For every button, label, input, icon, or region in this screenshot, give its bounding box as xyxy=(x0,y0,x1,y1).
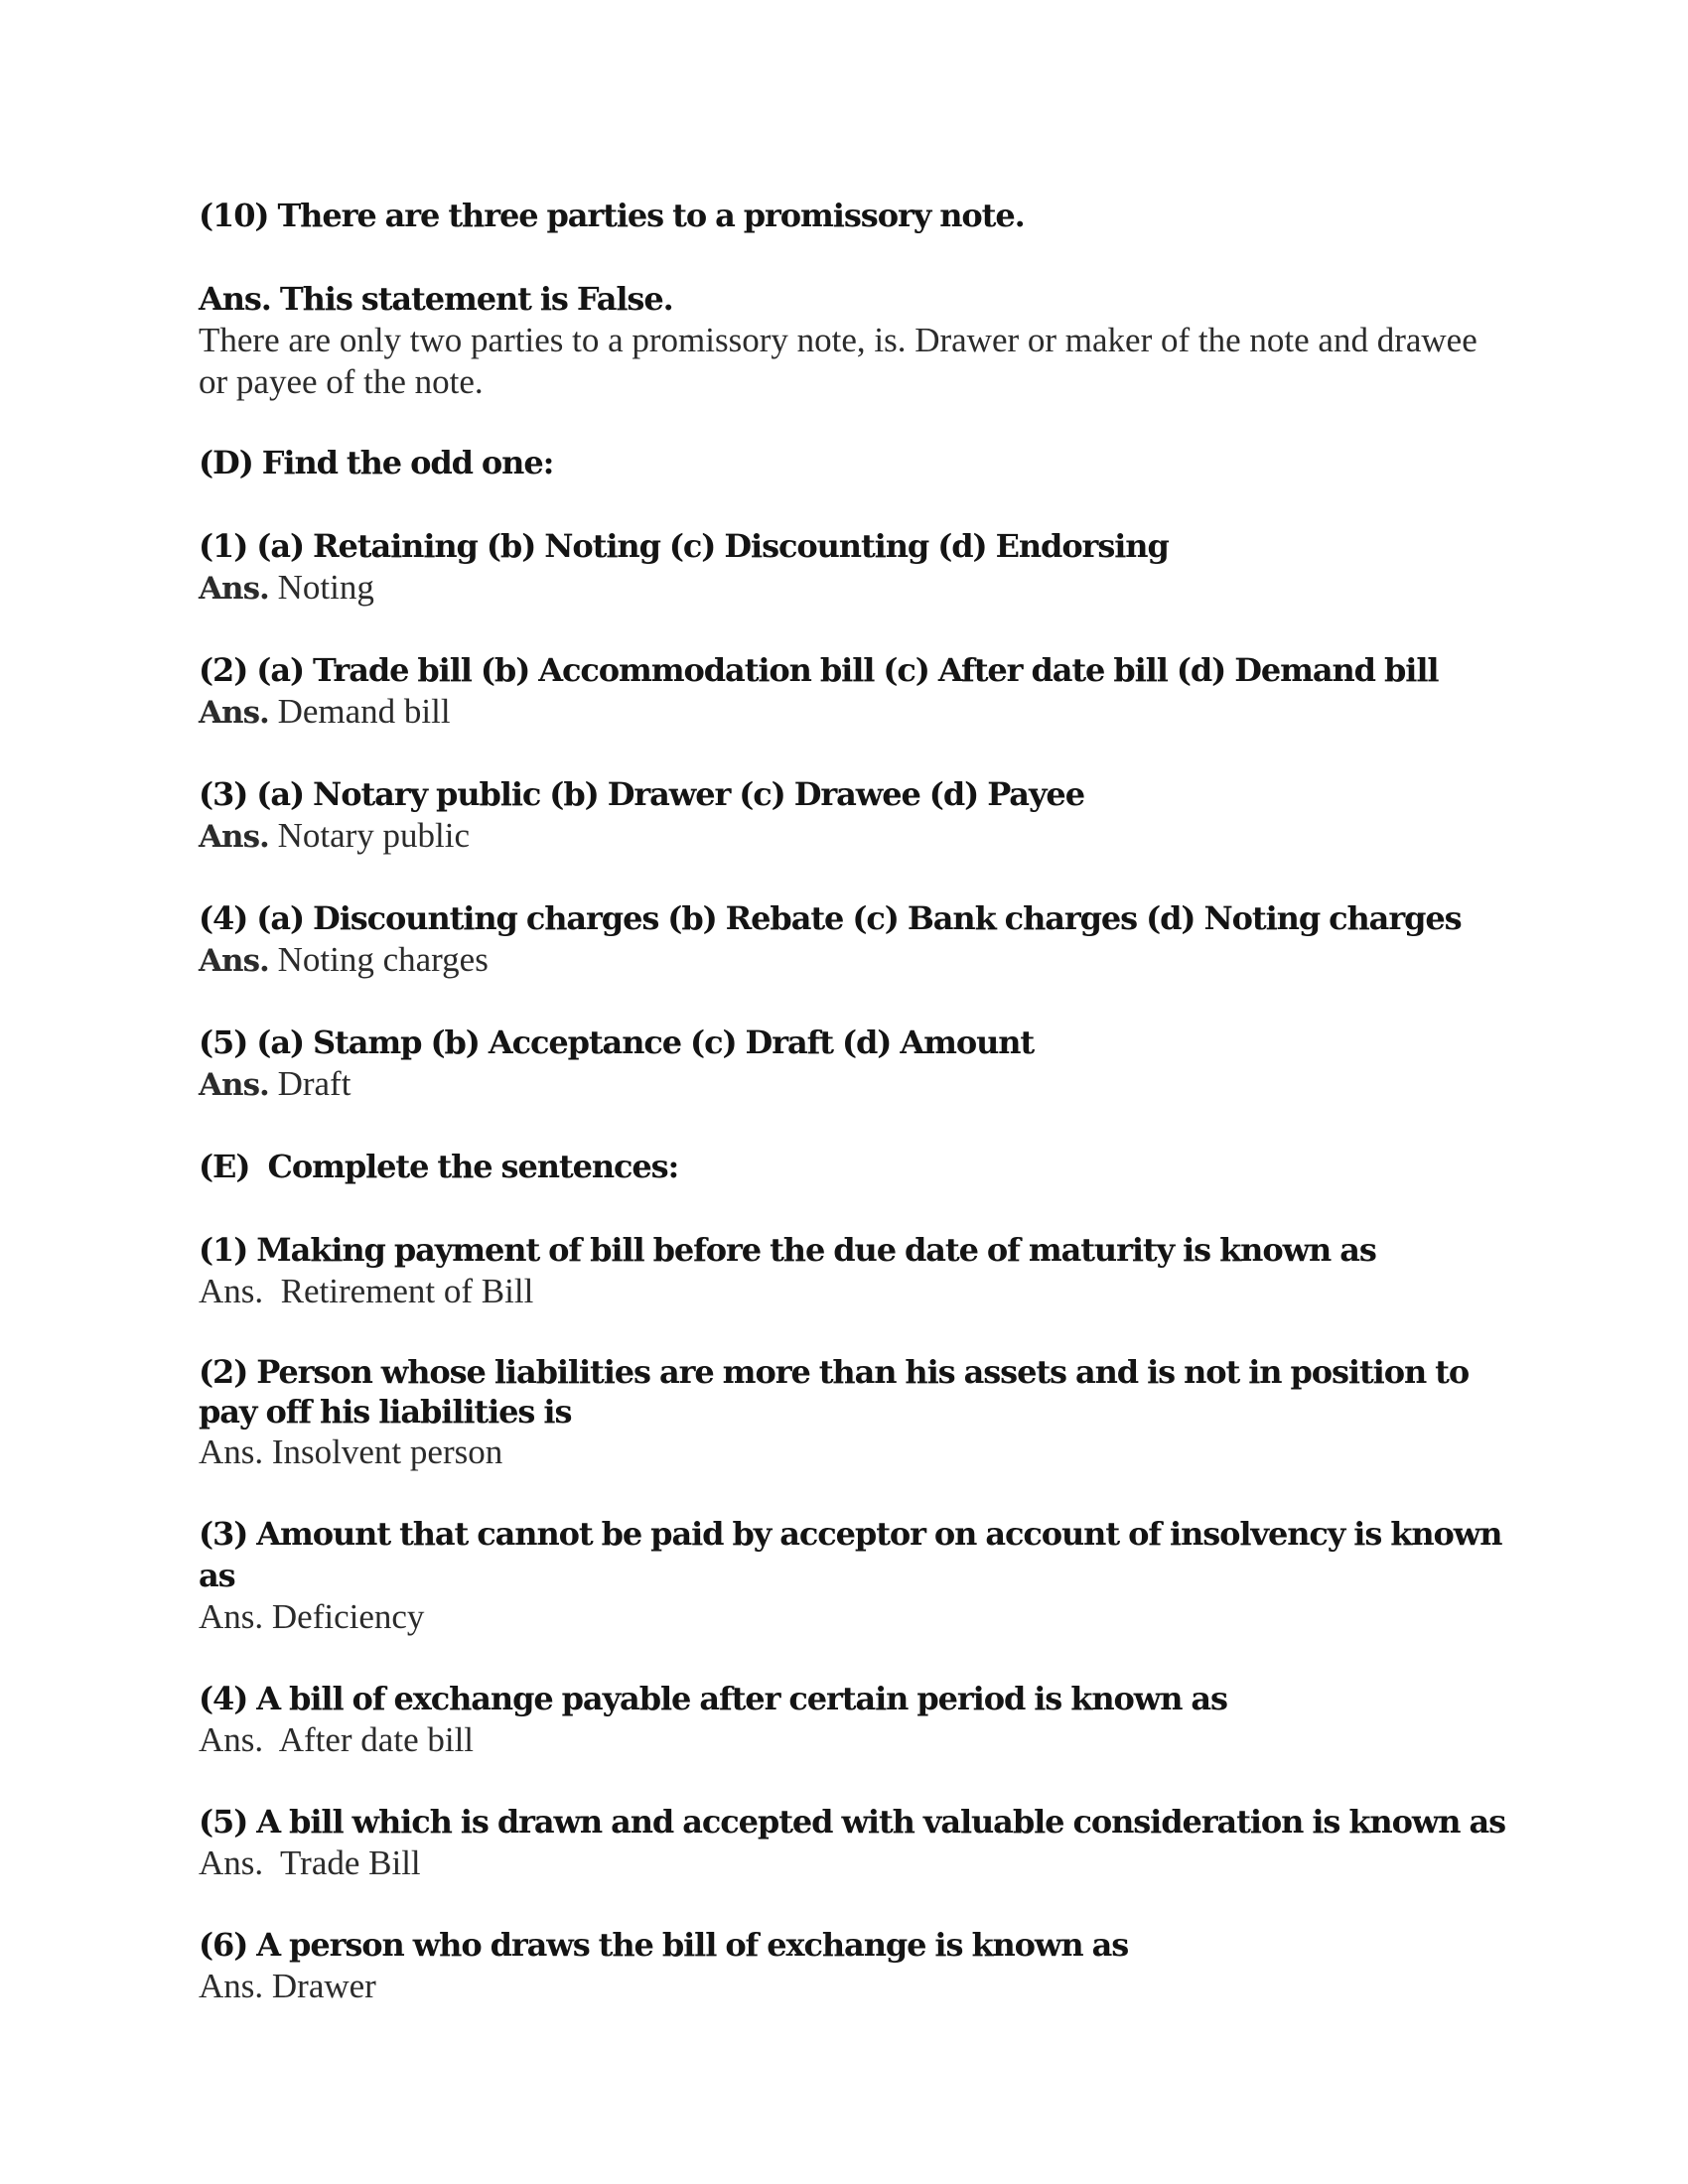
complete-item-1 xyxy=(199,1229,1509,1312)
complete-question: (2) Person whose liabilities are more than his assets and is not in position to pay off his liabilities is xyxy=(199,1353,1470,1431)
answer-text: Notary public xyxy=(277,816,471,855)
odd-one-item-1 xyxy=(199,525,1509,610)
ans-label: Ans. xyxy=(199,943,269,979)
ans-label: Ans. xyxy=(199,695,269,731)
odd-one-answer xyxy=(199,1063,1509,1106)
complete-answer: Ans. Insolvent person xyxy=(199,1433,503,1471)
complete-item-6 xyxy=(199,1924,1509,2007)
complete-question: (1) Making payment of bill before the due date of maturity is known as xyxy=(199,1231,1376,1269)
complete-answer: Ans. Deficiency xyxy=(199,1597,425,1636)
complete-question: (4) A bill of exchange payable after certain period is known as xyxy=(199,1680,1227,1717)
ans-label: Ans. xyxy=(199,571,269,607)
answer-text: Demand bill xyxy=(277,692,451,731)
ans-label: Ans. xyxy=(199,819,269,855)
q10-answer-heading: Ans. This statement is False. xyxy=(199,280,673,318)
odd-one-answer xyxy=(199,567,1509,610)
odd-one-item-5 xyxy=(199,1022,1509,1106)
odd-one-question: (5) (a) Stamp (b) Acceptance (c) Draft (d) Amount xyxy=(199,1024,1035,1061)
complete-question: (5) A bill which is drawn and accepted with valuable consideration is known as xyxy=(199,1803,1506,1841)
complete-item-3 xyxy=(199,1513,1509,1638)
odd-one-answer xyxy=(199,815,1509,858)
odd-one-item-4 xyxy=(199,897,1509,982)
odd-one-answer xyxy=(199,691,1509,734)
complete-answer: Ans. Trade Bill xyxy=(199,1843,421,1882)
odd-one-answer xyxy=(199,939,1509,982)
ans-label: Ans. xyxy=(199,1067,269,1103)
odd-one-question: (1) (a) Retaining (b) Noting (c) Discounting (d) Endorsing xyxy=(199,527,1169,565)
complete-question: (3) Amount that cannot be paid by acceptor on account of insolvency is known as xyxy=(199,1515,1502,1594)
odd-one-item-3 xyxy=(199,773,1509,858)
answer-text: Noting xyxy=(277,568,374,607)
complete-answer: Ans. After date bill xyxy=(199,1720,475,1759)
complete-answer: Ans. Drawer xyxy=(199,1967,376,2005)
section-e-heading: (E) Complete the sentences: xyxy=(199,1148,679,1185)
document-page xyxy=(199,195,1509,2007)
odd-one-item-2 xyxy=(199,649,1509,734)
q10-explanation: There are only two parties to a promissory note, is. Drawer or maker of the note and drawee or payee of the note. xyxy=(199,321,1477,401)
complete-item-5 xyxy=(199,1801,1509,1884)
odd-one-question: (4) (a) Discounting charges (b) Rebate (c) Bank charges (d) Noting charges xyxy=(199,899,1462,937)
complete-question: (6) A person who draws the bill of exchange is known as xyxy=(199,1926,1129,1964)
odd-one-question: (2) (a) Trade bill (b) Accommodation bill (c) After date bill (d) Demand bill xyxy=(199,651,1439,689)
answer-text: Noting charges xyxy=(277,940,489,979)
complete-item-4 xyxy=(199,1678,1509,1761)
q10-statement: (10) There are three parties to a promissory note. xyxy=(199,197,1025,234)
section-d-heading: (D) Find the odd one: xyxy=(199,444,554,481)
complete-answer: Ans. Retirement of Bill xyxy=(199,1272,534,1310)
answer-text: Draft xyxy=(277,1064,352,1103)
complete-item-2 xyxy=(199,1352,1509,1473)
odd-one-question: (3) (a) Notary public (b) Drawer (c) Drawee (d) Payee xyxy=(199,775,1084,813)
